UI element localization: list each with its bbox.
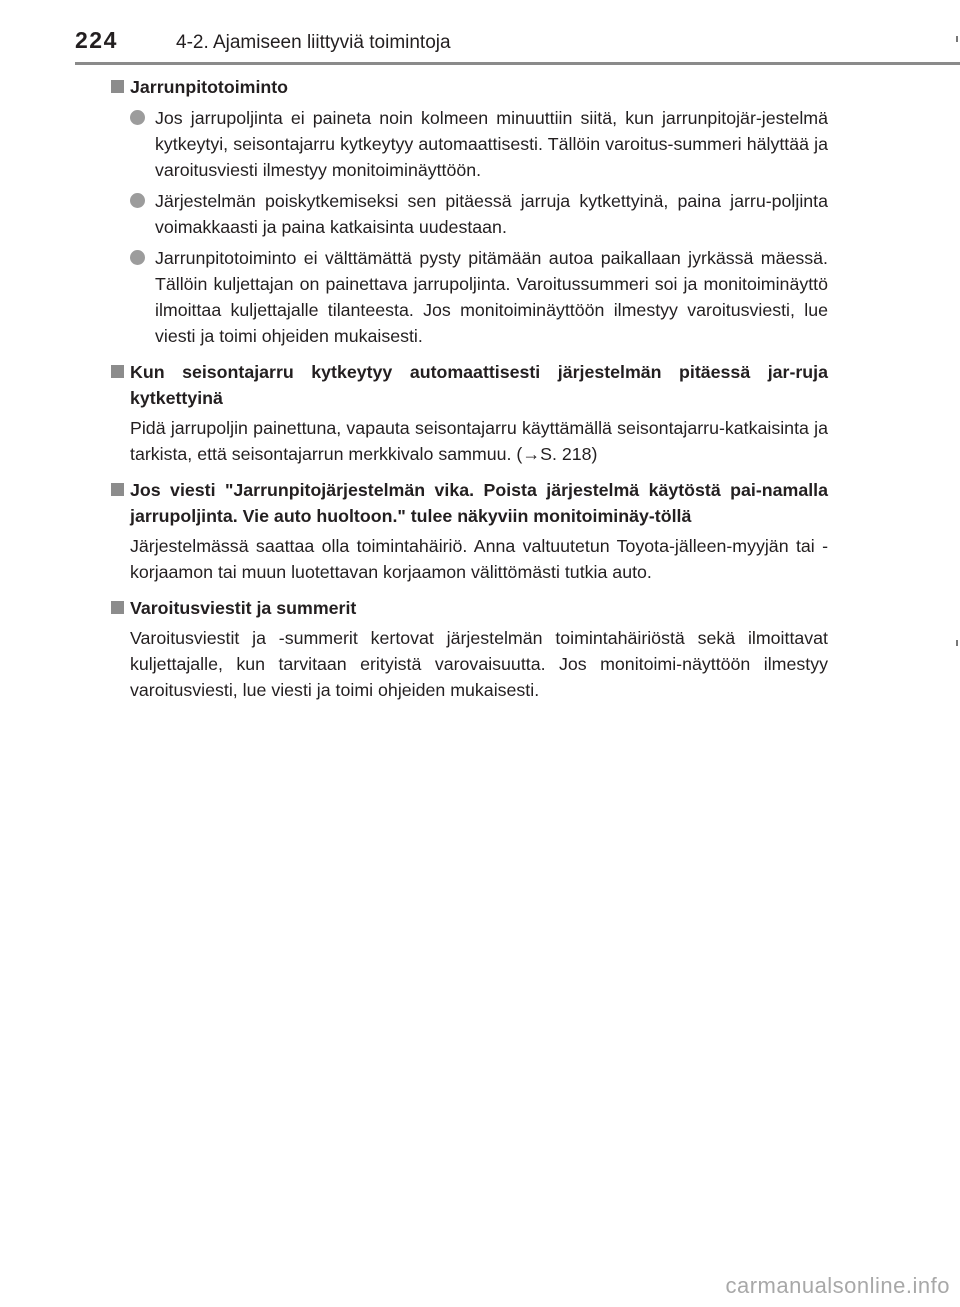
circle-bullet-icon xyxy=(130,110,145,125)
bullet-item xyxy=(130,188,828,240)
circle-bullet-icon xyxy=(130,193,145,208)
square-bullet-icon xyxy=(111,365,124,378)
page-content xyxy=(110,74,828,703)
square-bullet-icon xyxy=(111,80,124,93)
bullet-item xyxy=(130,105,828,183)
section-heading-text: Jos viesti "Jarrunpitojärjestelmän vika. Poista järjestelmä käytöstä pai-namalla jarrupoljinta. Vie auto huoltoon." tulee näkyviin monitoiminäy-töllä xyxy=(130,480,828,526)
section-paragraph: Järjestelmässä saattaa olla toimintahäiriö. Anna valtuutetun Toyota-jälleen-myyjän tai -korjaamon tai muun luotettavan korjaamon välittömästi tutkia auto. xyxy=(130,536,828,582)
circle-bullet-icon xyxy=(130,250,145,265)
page-header xyxy=(0,0,960,64)
bullet-text: Järjestelmän poiskytkemiseksi sen pitäessä jarruja kytkettyinä, paina jarru-poljinta voimakkaasti ja paina katkaisinta uudestaan. xyxy=(155,191,828,237)
section-heading xyxy=(110,595,828,621)
section-heading-text: Kun seisontajarru kytkeytyy automaattisesti järjestelmän pitäessä jar-ruja kytkettyinä xyxy=(130,362,828,408)
edge-tick-mark xyxy=(956,36,958,42)
section-heading xyxy=(110,477,828,529)
page-number: 224 xyxy=(75,27,118,53)
header-divider xyxy=(75,62,960,65)
bullet-list xyxy=(130,105,828,349)
section-heading-text: Varoitusviestit ja summerit xyxy=(130,598,357,618)
section-paragraph: Pidä jarrupoljin painettuna, vapauta seisontajarru käyttämällä seisontajarru-katkaisinta ja tarkista, että seisontajarrun merkkivalo sammuu. (→S. 218) xyxy=(130,418,828,464)
bullet-text: Jarrunpitotoiminto ei välttämättä pysty pitämään autoa paikallaan jyrkässä mäessä. Tällöin kuljettajan on painettava jarrupoljinta. Varoitussummeri soi ja monitoiminäyttö ilmoittaa kuljettajalle tilanteesta. Jos monitoiminäyttöön ilmestyy varoitusviesti, lue viesti ja toimi ohjeiden mukaisesti. xyxy=(155,248,828,346)
section-paragraph: Varoitusviestit ja -summerit kertovat järjestelmän toimintahäiriöstä sekä ilmoittavat kuljettajalle, kun tarvitaan erityistä varovaisuutta. Jos monitoimi-näyttöön ilmestyy varoitusviesti, lue viesti ja toimi ohjeiden mukaisesti. xyxy=(130,628,828,700)
square-bullet-icon xyxy=(111,483,124,496)
section-heading xyxy=(110,74,828,100)
section-heading xyxy=(110,359,828,411)
edge-tick-mark xyxy=(956,640,958,646)
watermark-text: carmanualsonline.info xyxy=(725,1273,950,1298)
bullet-text: Jos jarrupoljinta ei paineta noin kolmeen minuuttiin siitä, kun jarrunpitojär-jestelmä kytkeytyi, seisontajarru kytkeytyy automaattisesti. Tällöin varoitus-summeri hälyttää ja varoitusviesti ilmestyy monitoiminäyttöön. xyxy=(155,108,828,180)
bullet-item xyxy=(130,245,828,349)
square-bullet-icon xyxy=(111,601,124,614)
section-heading-text: Jarrunpitotoiminto xyxy=(130,77,289,97)
section-title: 4-2. Ajamiseen liittyviä toimintoja xyxy=(176,32,451,53)
